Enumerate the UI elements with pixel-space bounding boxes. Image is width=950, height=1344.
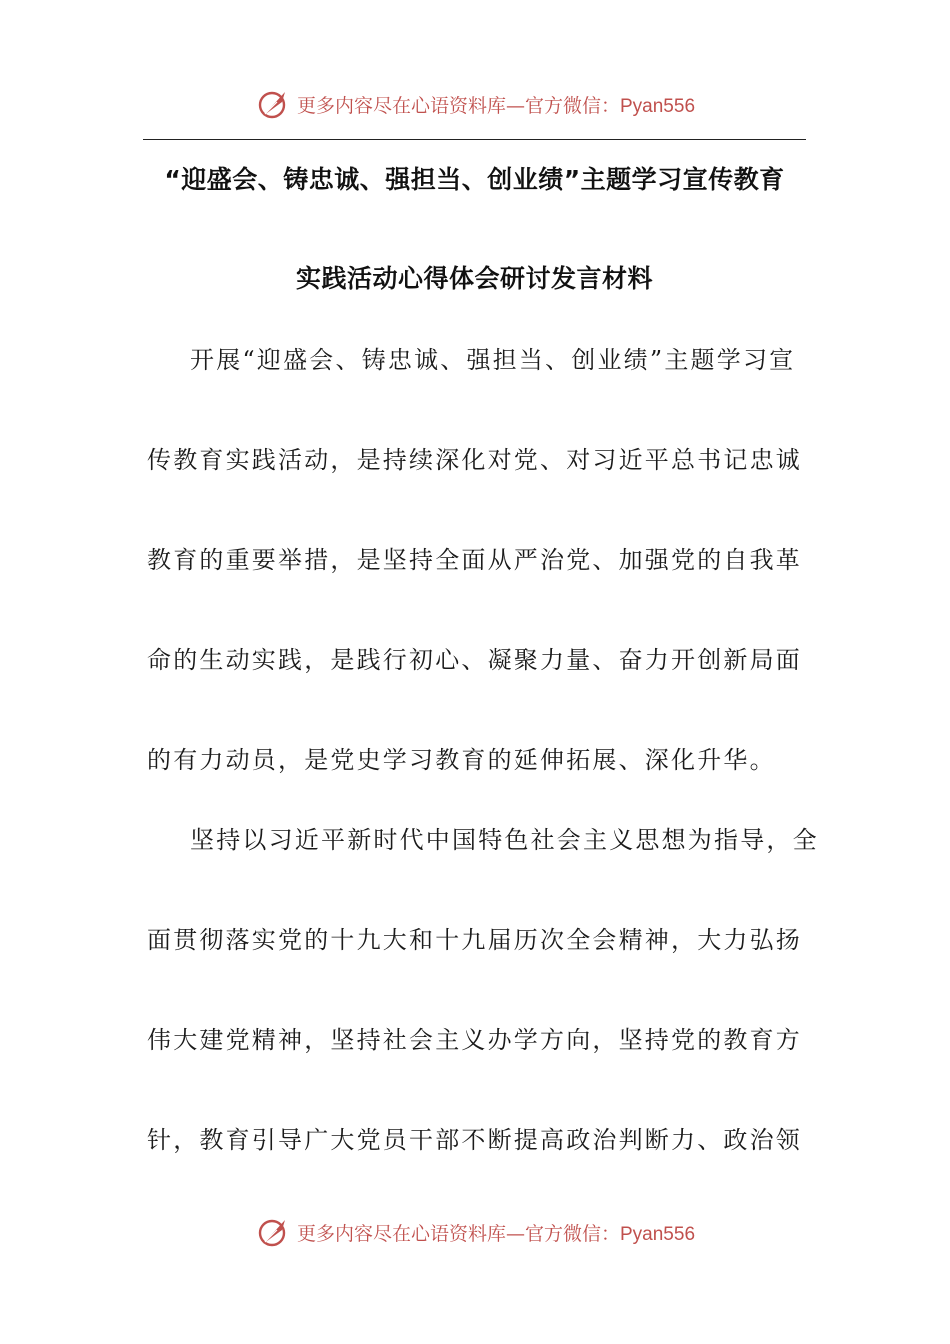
header-banner-text: 更多内容尽在心语资料库—官方微信：Pyan556 bbox=[296, 94, 696, 117]
document-title-line-1: “迎盛会、铸忠诚、强担当、创业绩”主题学习宣传教育 bbox=[164, 165, 785, 194]
paragraph-line: 针，教育引导广大党员干部不断提高政治判断力、政治领 bbox=[147, 1126, 802, 1154]
header-banner bbox=[0, 84, 950, 124]
wechat-id: Pyan556 bbox=[620, 1223, 696, 1245]
document-title-line-2: 实践活动心得体会研讨发言材料 bbox=[295, 264, 653, 293]
header-divider bbox=[143, 139, 806, 140]
quill-pen-logo-icon bbox=[255, 86, 291, 122]
paragraph-line: 教育的重要举措，是坚持全面从严治党、加强党的自我革 bbox=[147, 546, 802, 574]
paragraph-line: 面贯彻落实党的十九大和十九届历次全会精神，大力弘扬 bbox=[147, 926, 802, 954]
paragraph-line: 命的生动实践，是践行初心、凝聚力量、奋力开创新局面 bbox=[147, 646, 802, 674]
footer-banner bbox=[0, 1212, 950, 1252]
paragraph-line: 伟大建党精神，坚持社会主义办学方向，坚持党的教育方 bbox=[147, 1026, 802, 1054]
paragraph-line: 传教育实践活动，是持续深化对党、对习近平总书记忠诚 bbox=[147, 446, 802, 474]
quill-pen-logo-icon bbox=[255, 1214, 291, 1250]
footer-banner-text: 更多内容尽在心语资料库—官方微信：Pyan556 bbox=[296, 1222, 696, 1245]
wechat-id: Pyan556 bbox=[620, 95, 696, 117]
paragraph-line: 的有力动员，是党史学习教育的延伸拓展、深化升华。 bbox=[147, 746, 776, 774]
paragraph-line: 坚持以习近平新时代中国特色社会主义思想为指导，全 bbox=[190, 826, 819, 854]
paragraph-line: 开展“迎盛会、铸忠诚、强担当、创业绩”主题学习宣 bbox=[190, 346, 796, 374]
